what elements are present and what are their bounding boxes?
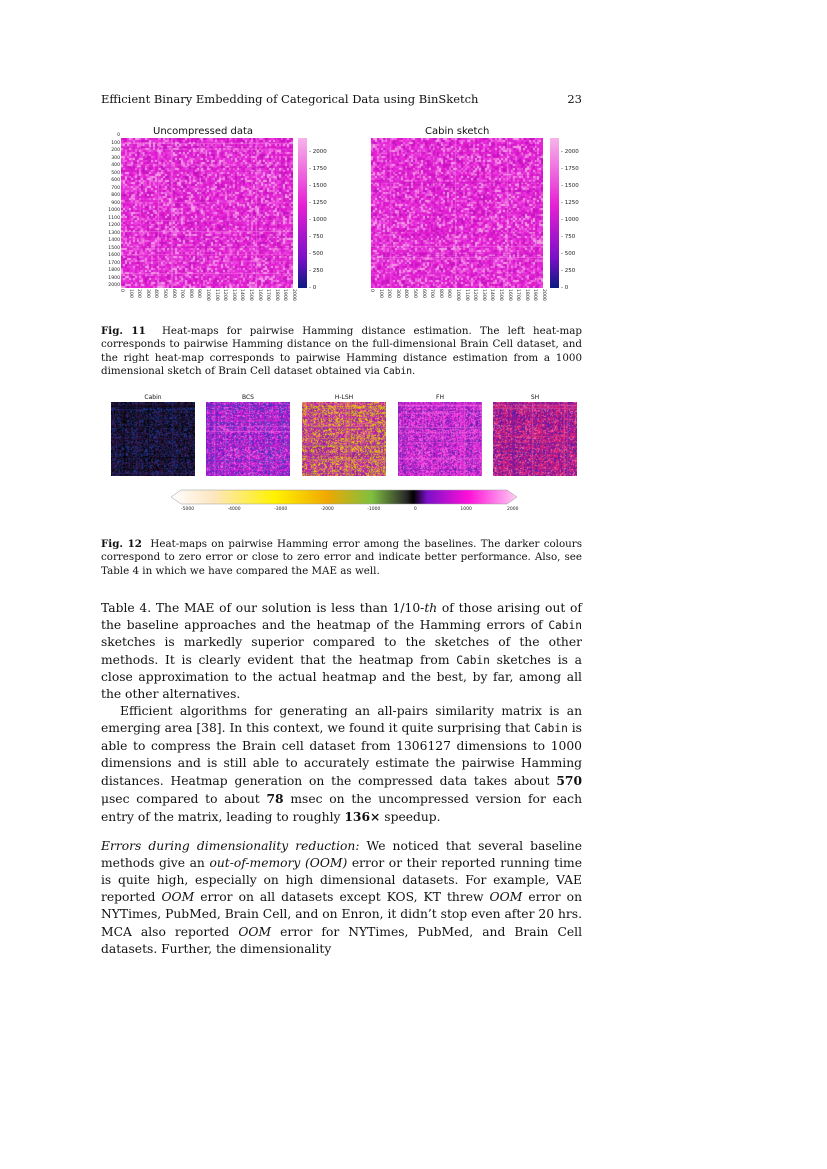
- fig12-colorbar: [169, 488, 519, 508]
- fig11-label: Fig. 11: [101, 325, 146, 337]
- ytick-label: 1100: [108, 215, 120, 221]
- xtick-label: 1500: [248, 289, 253, 301]
- fig12-colorbar-label: -4000: [227, 507, 241, 512]
- xtick-label: 400: [403, 289, 409, 298]
- xtick-label: 1800: [523, 289, 529, 301]
- figure-11: [101, 124, 582, 304]
- body-text: [101, 600, 582, 958]
- ytick-label: 400: [111, 163, 120, 168]
- fig11-caption-text: Heat-maps for pairwise Hamming distance estimation. The left heat-map corresponds to pairwise Hamming distance on the full-dimensional Brain Cell dataset, and the right heat-map corresponds to pairwise Hamming distance estimation from a 1000 dimensional sketch of Brain Cell dataset obtained via: [101, 325, 582, 378]
- fig12-heatmap-fh: [398, 402, 482, 476]
- xtick-label: 900: [446, 289, 452, 298]
- paragraph-3: Errors during dimensionality reduction: We noticed that several baseline methods give an out-of-memory (OOM) error or their reported running time is quite high, especially on high dimensional datasets. For example, VAE reported OOM error on all datasets except KOS, KT threw OOM error on NYTimes, PubMed, Brain Cell, and on Enron, it didn’t stop even after 20 hrs. MCA also reported OOM error for NYTimes, PubMed, and Brain Cell datasets. Further, the dimensionality: [101, 838, 582, 956]
- xtick-label: 300: [394, 289, 400, 298]
- xtick-label: 1300: [230, 289, 236, 301]
- ytick-label: 1500: [108, 245, 120, 251]
- colorbar-label: - 750: [561, 233, 576, 240]
- fig12-colorbar-label: -1000: [367, 507, 381, 512]
- xtick-label: 200: [386, 289, 392, 298]
- paragraph-1: Table 4. The MAE of our solution is less than 1/10-th of those arising out of the baseline approaches and the heatmap of the Hamming errors of Cabin sketches is markedly superior compared to the sketches of the other methods. It is clearly evident that the heatmap from Cabin sketches is a close approximation to the actual heatmap and the best, by far, among all the other alternatives.: [101, 601, 582, 702]
- ytick-label: 1300: [108, 230, 120, 236]
- ytick-label: 500: [111, 170, 120, 176]
- colorbar-label: - 1000: [309, 216, 327, 223]
- left-colorbar: [298, 138, 307, 288]
- fig12-title-hlsh: H-LSH: [334, 394, 354, 401]
- ytick-label: 1000: [108, 208, 120, 213]
- xtick-label: 700: [179, 289, 185, 298]
- xtick-label: 1900: [532, 289, 538, 301]
- ytick-label: 900: [111, 200, 120, 206]
- xtick-label: 1400: [489, 289, 495, 301]
- left-heatmap-title: Uncompressed data: [153, 126, 254, 137]
- fig12-heatmap-sh: [493, 402, 577, 476]
- fig12-colorbar-labels: [181, 507, 519, 515]
- fig12-colorbar-label: -5000: [181, 507, 195, 512]
- xtick-label: 1600: [506, 289, 512, 301]
- fig12-colorbar-label: 2000: [507, 507, 519, 512]
- colorbar-label: - 1250: [561, 199, 579, 206]
- left-colorbar-labels: [309, 138, 339, 291]
- ytick-label: 1200: [108, 223, 120, 228]
- left-heatmap-xticks: [119, 289, 296, 309]
- xtick-label: 900: [196, 289, 202, 298]
- xtick-label: 700: [429, 289, 435, 298]
- xtick-label: 1500: [498, 289, 503, 301]
- fig12-colorbar-label: -3000: [274, 507, 288, 512]
- fig12-title-cabin: Cabin: [144, 394, 162, 401]
- xtick-label: 1200: [472, 289, 478, 301]
- xtick-label: 0: [119, 289, 124, 292]
- xtick-label: 1700: [515, 289, 521, 301]
- xtick-label: 1600: [256, 289, 262, 301]
- xtick-label: 800: [187, 289, 193, 298]
- fig12-colorbar-label: 1000: [460, 507, 472, 512]
- xtick-label: 1100: [213, 289, 219, 301]
- ytick-label: 0: [117, 133, 120, 138]
- ytick-label: 800: [111, 193, 120, 198]
- ytick-label: 1900: [108, 275, 120, 281]
- ytick-label: 1800: [108, 268, 120, 273]
- fig12-heatmap-bcs: [206, 402, 290, 476]
- fig12-title-bcs: BCS: [241, 394, 254, 401]
- left-heatmap: [121, 138, 293, 288]
- fig12-title-fh: FH: [436, 394, 444, 401]
- page-number: 23: [567, 92, 582, 106]
- colorbar-label: - 500: [561, 250, 576, 257]
- colorbar-label: - 750: [309, 233, 324, 240]
- xtick-label: 400: [153, 289, 159, 298]
- colorbar-label: - 1000: [561, 216, 579, 223]
- ytick-label: 100: [111, 140, 120, 146]
- xtick-label: 1900: [282, 289, 288, 301]
- ytick-label: 1600: [108, 253, 120, 258]
- right-heatmap-title: Cabin sketch: [425, 126, 490, 137]
- fig12-label: Fig. 12: [101, 538, 142, 550]
- ytick-label: 1400: [108, 238, 120, 243]
- running-header: [101, 92, 582, 106]
- colorbar-label: - 2000: [561, 148, 579, 155]
- colorbar-label: - 1750: [561, 165, 579, 172]
- xtick-label: 100: [127, 289, 133, 298]
- ytick-label: 200: [111, 148, 120, 153]
- xtick-label: 1000: [205, 289, 210, 301]
- colorbar-label: - 0: [309, 285, 317, 291]
- xtick-label: 1200: [222, 289, 228, 301]
- colorbar-label: - 250: [561, 267, 576, 274]
- colorbar-label: - 500: [309, 250, 324, 257]
- fig11-caption-end: .: [412, 365, 416, 378]
- ytick-label: 2000: [108, 283, 120, 288]
- fig12-title-sh: SH: [530, 394, 540, 401]
- ytick-label: 1700: [108, 260, 120, 266]
- figure-11-caption: [101, 325, 582, 379]
- figure-12-caption: [101, 538, 582, 578]
- xtick-label: 300: [144, 289, 150, 298]
- xtick-label: 1000: [455, 289, 460, 301]
- colorbar-label: - 250: [309, 267, 324, 274]
- xtick-label: 1400: [239, 289, 245, 301]
- colorbar-label: - 1500: [309, 182, 327, 189]
- figure-12: [101, 394, 582, 514]
- header-title: Efficient Binary Embedding of Categorical Data using BinSketch: [101, 92, 479, 106]
- xtick-label: 1700: [265, 289, 271, 301]
- right-colorbar: [550, 138, 559, 288]
- xtick-label: 500: [162, 289, 167, 298]
- colorbar-label: - 1750: [309, 165, 327, 172]
- xtick-label: 1100: [463, 289, 469, 301]
- ytick-label: 700: [111, 185, 120, 191]
- fig12-colorbar-label: 0: [413, 507, 417, 512]
- right-colorbar-labels: [561, 138, 591, 291]
- left-heatmap-yticks: [103, 133, 121, 288]
- paragraph-2: Efficient algorithms for generating an all-pairs similarity matrix is an emerging area [38]. In this context, we found it quite surprising that Cabin is able to compress the Brain cell dataset from 1306127 dimensions to 1000 dimensions and is still able to accurately estimate the pairwise Hamming distances. Heatmap generation on the compressed data takes about 570 μsec compared to about 78 msec on the uncompressed version for each entry of the matrix, leading to roughly 136× speedup.: [101, 704, 582, 825]
- xtick-label: 0: [369, 289, 374, 292]
- xtick-label: 800: [437, 289, 443, 298]
- fig12-caption-text: Heat-maps on pairwise Hamming error among the baselines. The darker colours correspond to zero error or close to zero error and indicate better performance. Also, see Table 4 in which we have compared the MAE as well.: [101, 538, 583, 577]
- xtick-label: 2000: [541, 289, 546, 301]
- xtick-label: 500: [412, 289, 417, 298]
- xtick-label: 200: [136, 289, 142, 298]
- fig12-colorbar-label: -2000: [320, 507, 334, 512]
- xtick-label: 2000: [291, 289, 296, 301]
- colorbar-label: - 1500: [561, 182, 579, 189]
- colorbar-label: - 0: [561, 285, 569, 291]
- xtick-label: 600: [170, 289, 176, 298]
- xtick-label: 600: [420, 289, 426, 298]
- right-heatmap: [371, 138, 543, 288]
- ytick-label: 300: [111, 155, 120, 161]
- fig11-caption-code: Cabin: [383, 366, 413, 378]
- xtick-label: 1800: [273, 289, 279, 301]
- fig12-heatmap-hlsh: [302, 402, 386, 476]
- colorbar-label: - 1250: [309, 199, 327, 206]
- fig12-heatmap-cabin: [111, 402, 195, 476]
- xtick-label: 1300: [480, 289, 486, 301]
- colorbar-label: - 2000: [309, 148, 327, 155]
- xtick-label: 100: [377, 289, 383, 298]
- ytick-label: 600: [111, 178, 120, 183]
- right-heatmap-xticks: [369, 289, 546, 309]
